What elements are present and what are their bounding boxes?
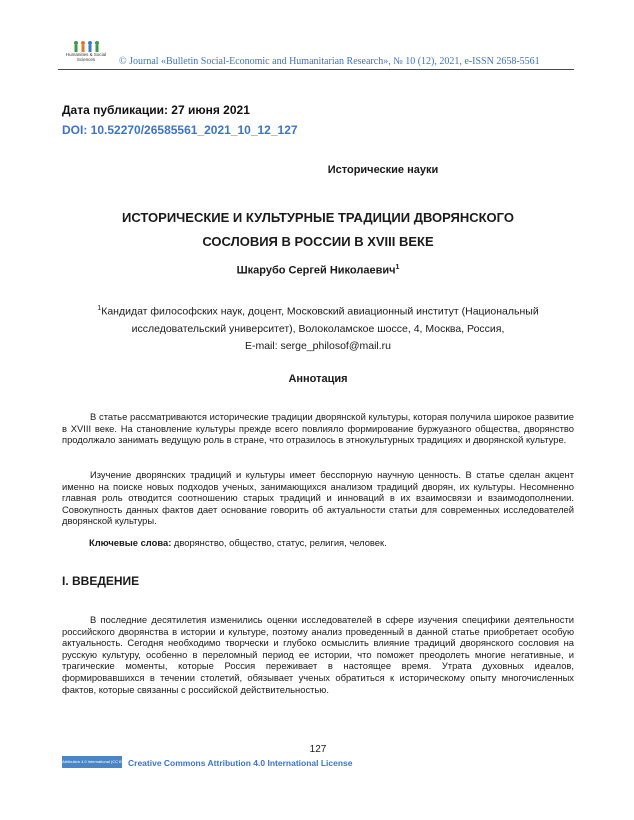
people-logo-icon: [71, 40, 101, 52]
keywords: [89, 537, 387, 548]
intro-paragraph-1: В последние десятилетия изменились оценки исследователей в сфере изучения специфики деятельности российского дворянства в истории и культуре, поэтому анализ проведенный в данной статье приобретает особую актуальность. Сегодня необходимо творчески и глубоко осмыслить влияние традиций дворянского сословия на русскую культуру, особенно в переломный период ее истории, что поможет преодолеть многие негативные, и трагические моменты, которые Россия переживает в настоящее время. Утрата духовных идеалов, формировавшихся в течении столетий, обязывает ученых обратиться к историческому опыту многочисленных фактов, которые связанны с российской действительностью.: [62, 614, 574, 695]
abstract-heading: Аннотация: [288, 373, 348, 385]
journal-logo: [60, 40, 112, 62]
abstract-paragraph-1: В статье рассматриваются исторические традиции дворянской культуры, которая получила широкое развитие в XVIII веке. На становление культуры прежде всего повлияло формирование буржуазного общества, дворянство продолжало занимать ведущую роль в стране, что отразилось в этнокультурных традициях и дворянской культуре.: [62, 411, 574, 446]
abstract-paragraph-2: Изучение дворянских традиций и культуры имеет бесспорную научную ценность. В статье сделан акцент именно на поиске новых подходов ученых, занимающихся анализом традиций дворян, их культуры. Несомненно главная роль отводится соотношению старых традиций и инноваций в их взаимосвязи и взаимодополнении. Совокупность данных фактов дает основание говорить об актуальности статьи для современных исследователей дворянской культуры.: [62, 469, 574, 527]
section-heading: Исторические науки: [327, 164, 439, 176]
author-name: Шкарубо Сергей Николаевич: [236, 264, 396, 277]
title-line-2: СОСЛОВИЯ В РОССИИ В XVIII ВЕКЕ: [202, 234, 434, 249]
article-title: [62, 206, 574, 254]
doi-link[interactable]: DOI: 10.52270/26585561_2021_10_12_127: [62, 123, 298, 137]
intro-heading: I. ВВЕДЕНИЕ: [62, 574, 140, 588]
page-number: 127: [309, 744, 327, 755]
logo-text-1: Humanities & Social: [65, 52, 107, 57]
logo-text-2: Sciences: [76, 57, 96, 62]
title-line-1: ИСТОРИЧЕСКИЕ И КУЛЬТУРНЫЕ ТРАДИЦИИ ДВОРЯНСКОГО: [122, 210, 514, 225]
author-sup: 1: [395, 264, 400, 271]
author: [62, 264, 574, 277]
keywords-label: Ключевые слова:: [89, 537, 172, 548]
cc-license-badge[interactable]: [62, 756, 133, 768]
affiliation: [62, 300, 574, 355]
author-email[interactable]: E-mail: serge_philosof@mail.ru: [244, 339, 392, 352]
affil-line-1: Кандидат философских наук, доцент, Московский авиационный институт (Национальный: [101, 305, 539, 318]
keywords-list: дворянство, общество, статус, религия, человек.: [171, 537, 387, 548]
affil-sup: 1: [97, 305, 102, 312]
license-link[interactable]: Creative Commons Attribution 4.0 International License: [128, 758, 353, 768]
journal-citation: © Journal «Bulletin Social-Economic and Humanitarian Research», № 10 (12), 2021, e-ISSN 2658-5561: [119, 56, 540, 67]
header-divider: [58, 69, 574, 70]
cc-badge-text: Attribution 4.0 International (CC BY 4.0): [62, 759, 133, 764]
affil-line-2: исследовательский университет), Волоколамское шоссе, 4, Москва, Россия,: [131, 322, 505, 335]
publication-date: Дата публикации: 27 июня 2021: [62, 103, 250, 117]
